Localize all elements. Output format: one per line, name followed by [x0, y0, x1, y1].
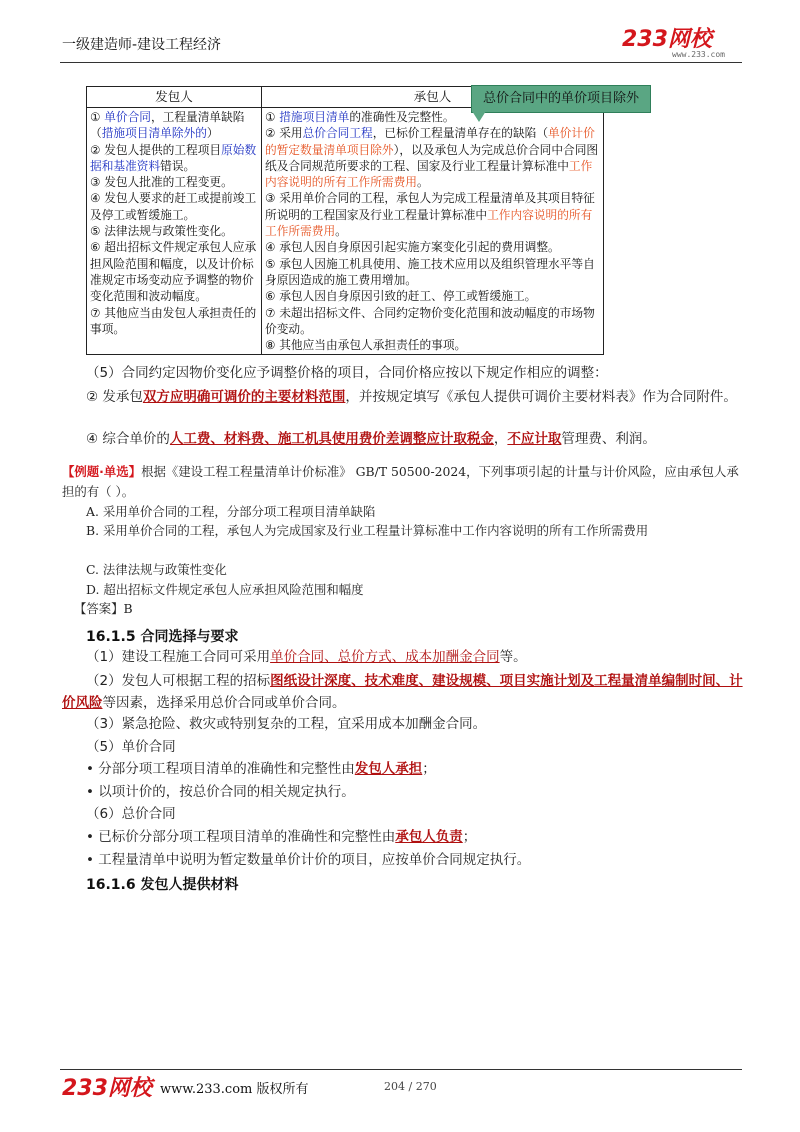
employer-item-5: ⑤ 法律法规与政策性变化。 — [90, 224, 233, 239]
employer-item-7: ⑦ 其他应当由发包人承担责任的事项。 — [90, 305, 257, 336]
contractor-item-3: ③ 采用单价合同的工程，承包人为完成工程量清单及其项目特征所说明的工程国家及行业工程量计算标准中工作内容说明的所有工作所需费用。 — [265, 191, 595, 239]
callout-pointer — [472, 111, 486, 122]
footer-logo: 233网校 — [62, 1076, 152, 1101]
contractor-item-6: ⑥ 承包人因自身原因引致的赶工、停工或暂缓施工。 — [265, 289, 537, 304]
employer-item-1: ① 单价合同，工程量清单缺陷（措施项目清单除外的） — [90, 110, 245, 141]
callout-note: 总价合同中的单价项目除外 — [471, 85, 651, 113]
employer-risk-cell — [87, 108, 262, 355]
example-question-stem: 【例题·单选】根据《建设工程工程量清单计价标准》 GB/T 50500-2024，下列事项引起的计量与计价风险，应由承包人承担的有（ ）。 — [62, 464, 739, 499]
lump-sum-bullet-1: • 已标价分部分项工程项目清单的准确性和完整性由承包人负责； — [86, 829, 477, 845]
lump-sum-bullet-2: • 工程量清单中说明为暂定数量单价计价的项目，应按单价合同规定执行。 — [86, 852, 531, 868]
section-item-5: （5）单价合同 — [86, 739, 176, 755]
employer-item-4: ④ 发包人要求的赶工或提前竣工及停工或暂缓施工。 — [90, 191, 257, 222]
risk-allocation-table — [86, 86, 604, 355]
footer-divider — [60, 1069, 742, 1070]
section-item-2: （2）发包人可根据工程的招标图纸设计深度、技术难度、建设规模、项目实施计划及工程量清单编制时间、计价风险等因素，选择采用总价合同或单价合同。 — [62, 673, 743, 711]
employer-column-header: 发包人 — [87, 87, 262, 108]
contractor-item-8: ⑧ 其他应当由承包人承担责任的事项。 — [265, 338, 467, 353]
section-item-3: （3）紧急抢险、救灾或特别复杂的工程，宜采用成本加酬金合同。 — [86, 716, 487, 732]
contractor-item-5: ⑤ 承包人因施工机具使用、施工技术应用以及组织管理水平等自身原因造成的施工费用增加。 — [265, 256, 595, 287]
example-answer: 【答案】B — [74, 601, 133, 616]
contractor-item-7: ⑦ 未超出招标文件、合同约定物价变化范围和波动幅度的市场物价变动。 — [265, 305, 595, 336]
contractor-item-2: ② 采用总价合同工程，已标价工程量清单存在的缺陷（单价计价的暂定数量清单项目除外），以及承包人为完成总价合同中合同图纸及合同规范所要求的工程、国家及行业工程量计算标准中工作内容说明的所有工作所需费用。 — [265, 126, 599, 190]
contractor-item-1: ① 措施项目清单的准确性及完整性。 — [265, 110, 455, 124]
option-b: B. 采用单价合同的工程，承包人为完成国家及行业工程量计算标准中工作内容说明的所有工作所需费用 — [86, 523, 649, 538]
section-heading-16-1-5: 16.1.5 合同选择与要求 — [86, 629, 239, 645]
price-adjustment-paragraph: （5）合同约定因物价变化应予调整价格的项目，合同价格应按以下规定作相应的调整： — [86, 365, 608, 381]
unit-price-bullet-1: • 分部分项工程项目清单的准确性和完整性由发包人承担； — [86, 761, 436, 777]
footer-copyright: www.233.com 版权所有 — [160, 1082, 309, 1097]
option-d: D. 超出招标文件规定承包人应承担风险范围和幅度 — [86, 582, 364, 597]
section-item-1: （1）建设工程施工合同可采用单价合同、总价方式、成本加酬金合同等。 — [86, 649, 527, 665]
brand-logo: 233网校 www.233.com — [622, 27, 725, 59]
header-divider — [60, 62, 742, 63]
employer-item-2: ② 发包人提供的工程项目原始数据和基准资料错误。 — [90, 142, 257, 173]
document-title: 一级建造师-建设工程经济 — [62, 37, 222, 53]
price-adjustment-item-4: ④ 综合单价的人工费、材料费、施工机具使用费价差调整应计取税金，不应计取管理费、利润。 — [86, 431, 656, 447]
section-heading-16-1-6: 16.1.6 发包人提供材料 — [86, 877, 239, 893]
contractor-risk-cell — [262, 108, 604, 355]
employer-item-3: ③ 发包人批准的工程变更。 — [90, 175, 233, 190]
contractor-column-header: 承包人 — [262, 87, 604, 108]
page-number: 204 / 270 — [384, 1080, 437, 1093]
contractor-item-4: ④ 承包人因自身原因引起实施方案变化引起的费用调整。 — [265, 240, 560, 255]
price-adjustment-item-2: ② 发承包双方应明确可调价的主要材料范围，并按规定填写《承包人提供可调价主要材料表》作为合同附件。 — [86, 389, 737, 405]
option-a: A. 采用单价合同的工程，分部分项工程项目清单缺陷 — [86, 504, 376, 519]
section-item-6: （6）总价合同 — [86, 806, 176, 822]
example-tag: 【例题·单选】 — [62, 464, 142, 479]
employer-item-6: ⑥ 超出招标文件规定承包人应承担风险范围和幅度，以及计价标准规定市场变动应予调整的物价变化范围和波动幅度。 — [90, 240, 257, 304]
unit-price-bullet-2: • 以项计价的，按总价合同的相关规定执行。 — [86, 784, 355, 800]
option-c: C. 法律法规与政策性变化 — [86, 562, 227, 577]
